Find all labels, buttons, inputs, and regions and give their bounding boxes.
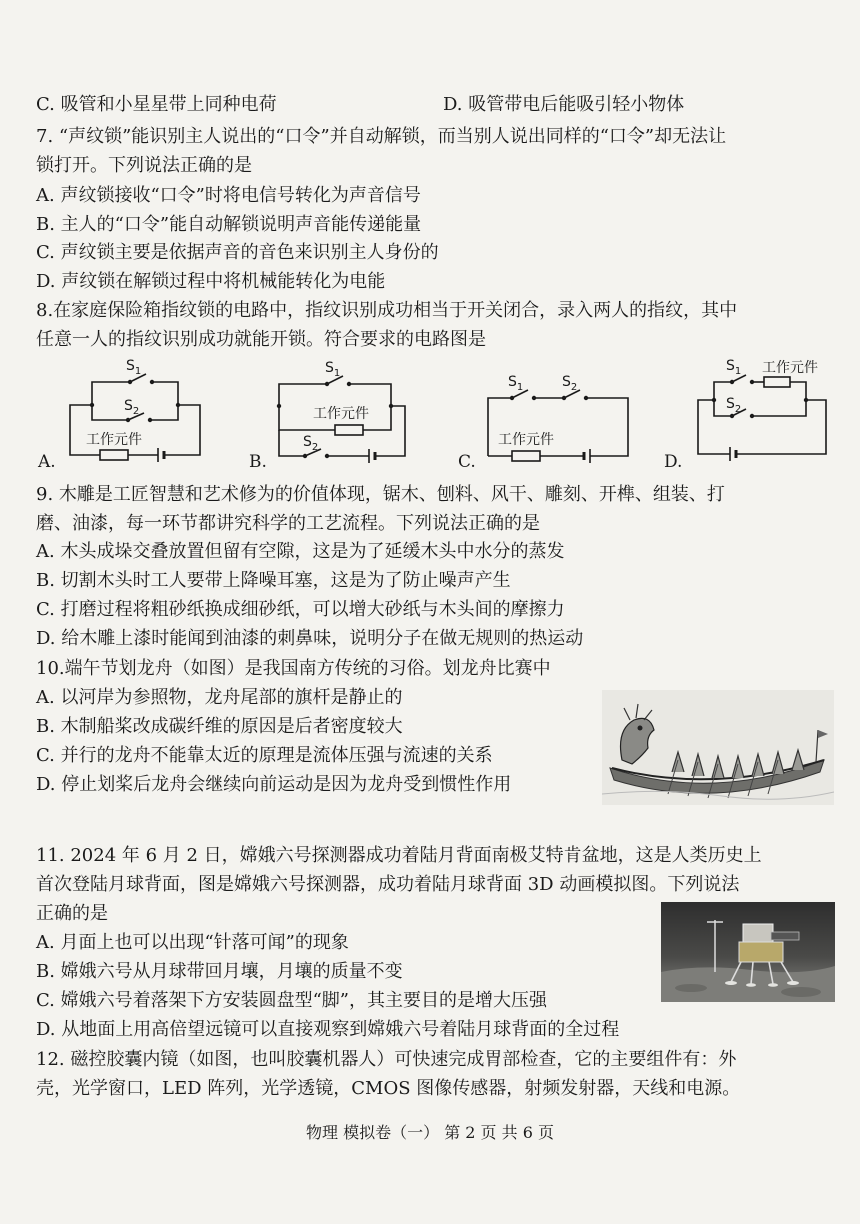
switch-s1-label: $S_1$ — [726, 358, 742, 377]
q8-stem-line2: 任意一人的指纹识别成功就能开锁。符合要求的电路图是 — [36, 329, 486, 350]
q7-option-a: A. 声纹锁接收“口令”时将电信号转化为声音信号 — [36, 185, 421, 206]
q7-option-b: B. 主人的“口令”能自动解锁说明声音能传递能量 — [36, 214, 422, 235]
q8-stem-line1: 8.在家庭保险箱指纹锁的电路中，指纹识别成功相当于开关闭合，录入两人的指纹，其中 — [36, 300, 738, 321]
circuit-diagram-b — [265, 358, 415, 468]
option-a-label: A. — [38, 452, 56, 472]
q10-option-b: B. 木制船桨改成碳纤维的原因是后者密度较大 — [36, 716, 403, 737]
switch-s1-label: $S_1$ — [126, 358, 142, 377]
q11-stem-line1: 11. 2024 年 6 月 2 日，嫦娥六号探测器成功着陆月背面南极艾特肯盆地，这是人类历史上 — [36, 845, 762, 866]
q12-stem-line1: 12. 磁控胶囊内镜（如图，也叫胶囊机器人）可快速完成胃部检查，它的主要组件有：外 — [36, 1049, 737, 1070]
q10-option-a: A. 以河岸为参照物，龙舟尾部的旗杆是静止的 — [36, 687, 403, 708]
option-c-label: C. — [458, 452, 476, 472]
q11-stem-line2: 首次登陆月球背面，图是嫦娥六号探测器，成功着陆月球背面 3D 动画模拟图。下列说法 — [36, 874, 740, 895]
q10-option-d: D. 停止划桨后龙舟会继续向前运动是因为龙舟受到惯性作用 — [36, 774, 512, 795]
dragon-boat-image — [602, 690, 834, 805]
q9-stem-line2: 磨、油漆，每一环节都讲究科学的工艺流程。下列说法正确的是 — [36, 513, 540, 534]
circuit-diagram-c — [478, 358, 638, 468]
q11-stem-line3: 正确的是 — [36, 903, 108, 924]
switch-s1-label: $S_1$ — [508, 374, 524, 393]
work-element-label: 工作元件 — [86, 432, 142, 448]
q7-stem-line1: 7. “声纹锁”能识别主人说出的“口令”并自动解锁，而当别人说出同样的“口令”却无法让 — [36, 126, 727, 147]
q7-stem-line2: 锁打开。下列说法正确的是 — [36, 155, 252, 176]
q6-option-d: D. 吸管带电后能吸引轻小物体 — [443, 94, 685, 115]
q9-option-c: C. 打磨过程将粗砂纸换成细砂纸，可以增大砂纸与木头间的摩擦力 — [36, 599, 565, 620]
circuit-diagram-d — [686, 358, 836, 468]
q10-option-c: C. 并行的龙舟不能靠太近的原理是流体压强与流速的关系 — [36, 745, 493, 766]
q7-option-d: D. 声纹锁在解锁过程中将机械能转化为电能 — [36, 271, 386, 292]
option-d-label: D. — [664, 452, 683, 472]
q11-option-c: C. 嫦娥六号着落架下方安装圆盘型“脚”，其主要目的是增大压强 — [36, 990, 547, 1011]
q6-option-c: C. 吸管和小星星带上同种电荷 — [36, 94, 277, 115]
page-footer: 物理 模拟卷（一） 第 2 页 共 6 页 — [306, 1123, 554, 1142]
work-element-label: 工作元件 — [498, 432, 554, 448]
q12-stem-line2: 壳，光学窗口，LED 阵列，光学透镜，CMOS 图像传感器，射频发射器，天线和电源。 — [36, 1078, 741, 1099]
q11-option-a: A. 月面上也可以出现“针落可闻”的现象 — [36, 932, 349, 953]
option-b-label: B. — [249, 452, 267, 472]
switch-s1-label: $S_1$ — [325, 360, 341, 379]
switch-s2-label: $S_2$ — [562, 374, 578, 393]
change6-lander-image — [661, 902, 835, 1002]
q9-stem-line1: 9. 木雕是工匠智慧和艺术修为的价值体现，锯木、刨料、风干、雕刻、开榫、组装、打 — [36, 484, 725, 505]
work-element-label: 工作元件 — [762, 360, 818, 376]
q11-option-d: D. 从地面上用高倍望远镜可以直接观察到嫦娥六号着陆月球背面的全过程 — [36, 1019, 620, 1040]
q9-option-d: D. 给木雕上漆时能闻到油漆的刺鼻味，说明分子在做无规则的热运动 — [36, 628, 584, 649]
q9-option-b: B. 切割木头时工人要带上降噪耳塞，这是为了防止噪声产生 — [36, 570, 511, 591]
work-element-label: 工作元件 — [313, 406, 369, 422]
q10-stem: 10.端午节划龙舟（如图）是我国南方传统的习俗。划龙舟比赛中 — [36, 658, 551, 679]
switch-s2-label: $S_2$ — [726, 396, 742, 415]
switch-s2-label: $S_2$ — [124, 398, 140, 417]
switch-s2-label: $S_2$ — [303, 434, 319, 453]
q11-option-b: B. 嫦娥六号从月球带回月壤，月壤的质量不变 — [36, 961, 403, 982]
circuit-diagram-a — [40, 358, 220, 468]
q7-option-c: C. 声纹锁主要是依据声音的音色来识别主人身份的 — [36, 242, 439, 263]
q9-option-a: A. 木头成垛交叠放置但留有空隙，这是为了延缓木头中水分的蒸发 — [36, 541, 565, 562]
